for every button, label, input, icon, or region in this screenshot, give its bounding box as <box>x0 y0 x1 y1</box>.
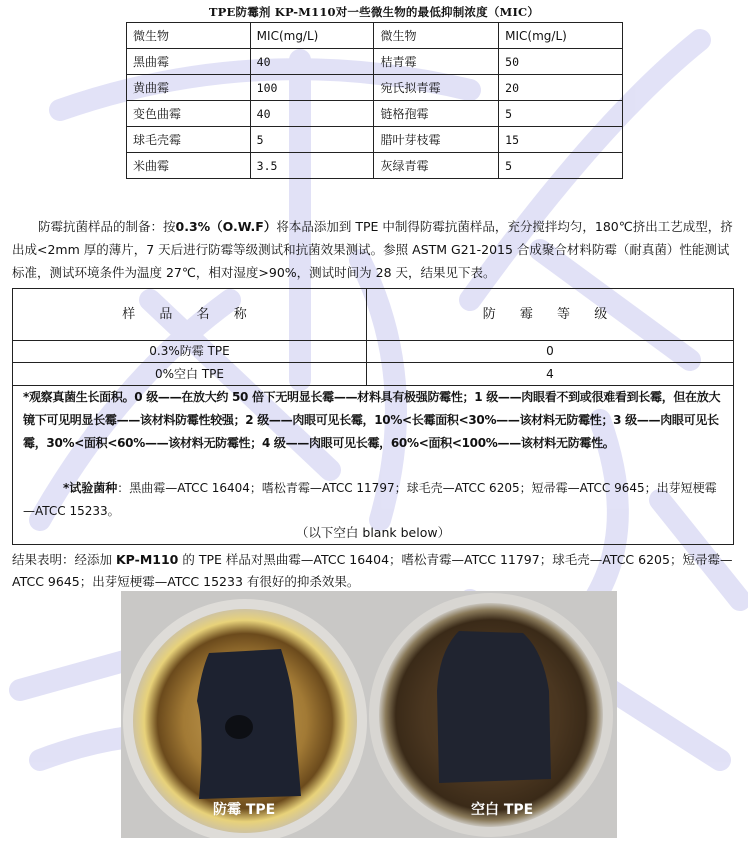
mic-value-cell: 40 <box>250 101 374 127</box>
mic-value-cell: 50 <box>499 49 623 75</box>
petri-dish-illustration <box>121 591 617 838</box>
microbe-cell: 链格孢霉 <box>374 101 499 127</box>
microbe-cell: 桔青霉 <box>374 49 499 75</box>
test-strains-label: *试验菌种 <box>63 481 118 495</box>
microbe-cell: 灰绿青霉 <box>374 153 499 179</box>
table-row <box>13 340 733 363</box>
preparation-lead: 防霉抗菌样品的制备：按 <box>38 219 176 234</box>
mic-table <box>126 22 623 179</box>
table-header-cell: MIC(mg/L) <box>499 23 623 49</box>
test-strains-text: ：黑曲霉—ATCC 16404；嗜松青霉—ATCC 11797；球毛壳—ATCC 6205；短帚霉—ATCC 9645；出芽短梗霉—ATCC 15233。 <box>23 481 717 518</box>
mic-value-cell: 5 <box>499 153 623 179</box>
table-row <box>127 49 623 75</box>
mold-grade-table <box>12 288 734 545</box>
result-text: 的 TPE 样品对黑曲霉—ATCC 16404；嗜松青霉—ATCC 11797；球毛壳—ATCC 6205；短帚霉—ATCC 9645；出芽短梗霉—ATCC 15233 有很好的抑杀效果。 <box>12 552 733 589</box>
mic-value-cell: 3.5 <box>250 153 374 179</box>
right-photo-caption: 空白 TPE <box>471 802 534 818</box>
mic-value-cell: 15 <box>499 127 623 153</box>
table-header-row <box>127 23 623 49</box>
microbe-cell: 米曲霉 <box>127 153 251 179</box>
microbe-cell: 球毛壳霉 <box>127 127 251 153</box>
table-header-cell: 微生物 <box>127 23 251 49</box>
blank-below-note: （以下空白 blank below） <box>295 525 451 540</box>
mic-table-title: TPE防霉剂 KP-M110对一些微生物的最低抑制浓度（MIC） <box>208 5 540 19</box>
table-header-row <box>13 289 733 341</box>
mic-value-cell: 20 <box>499 75 623 101</box>
microbe-cell: 宛氏拟青霉 <box>374 75 499 101</box>
table-row <box>13 363 733 386</box>
table-row <box>127 153 623 179</box>
microbe-cell: 腊叶芽枝霉 <box>374 127 499 153</box>
mic-value-cell: 40 <box>250 49 374 75</box>
mic-value-cell: 5 <box>499 101 623 127</box>
table-row <box>127 127 623 153</box>
sample-name-cell: 0%空白 TPE <box>13 363 367 385</box>
table-header-cell: MIC(mg/L) <box>250 23 374 49</box>
petri-dish-photo <box>121 591 617 838</box>
sample-name-header: 样 品 名 称 <box>13 289 367 340</box>
preparation-dose: 0.3%（O.W.F） <box>175 219 277 234</box>
grade-criteria-note: *观察真菌生长面积。0 级——在放大约 50 倍下无明显长霉——材料具有极强防霉性；1 级——肉眼看不到或很难看到长霉，但在放大镜下可见明显长霉——该材料防霉性较强；2 级——肉眼可见长霉，10%<长霉面积<30%——该材料无防霉性；3 级——肉眼可见长霉，30%<面积<60%——该材料无防霉性；4 级——肉眼可见长霉，60%<面积<100%——该材料无防霉性。 <box>23 390 721 450</box>
table-row <box>127 75 623 101</box>
sample-name-cell: 0.3%防霉 TPE <box>13 340 367 362</box>
left-photo-caption: 防霉 TPE <box>213 802 276 818</box>
mic-value-cell: 100 <box>250 75 374 101</box>
result-paragraph <box>12 549 740 593</box>
preparation-paragraph <box>12 215 734 284</box>
preparation-text: 将本品添加到 TPE 中制得防霉抗菌样品，充分搅拌均匀，180℃挤出工艺成型，挤出成<2mm 厚的薄片，7 天后进行防霉等级测试和抗菌效果测试。参照 ASTM G21-2015 合成聚合材料防霉（耐真菌）性能测试标准，测试环境条件为温度 27℃，相对湿度>90%，测试时间为 28 天，结果见下表。 <box>12 219 733 280</box>
mic-value-cell: 5 <box>250 127 374 153</box>
mold-grade-cell: 4 <box>546 367 554 381</box>
table-row <box>127 101 623 127</box>
microbe-cell: 黄曲霉 <box>127 75 251 101</box>
microbe-cell: 变色曲霉 <box>127 101 251 127</box>
table-header-cell: 微生物 <box>374 23 499 49</box>
microbe-cell: 黑曲霉 <box>127 49 251 75</box>
mold-grade-cell: 0 <box>546 344 554 358</box>
result-lead: 结果表明：经添加 <box>12 552 113 567</box>
mold-grade-header: 防 霉 等 级 <box>482 307 618 322</box>
test-strains-line <box>23 477 727 523</box>
result-product: KP-M110 <box>116 552 179 567</box>
